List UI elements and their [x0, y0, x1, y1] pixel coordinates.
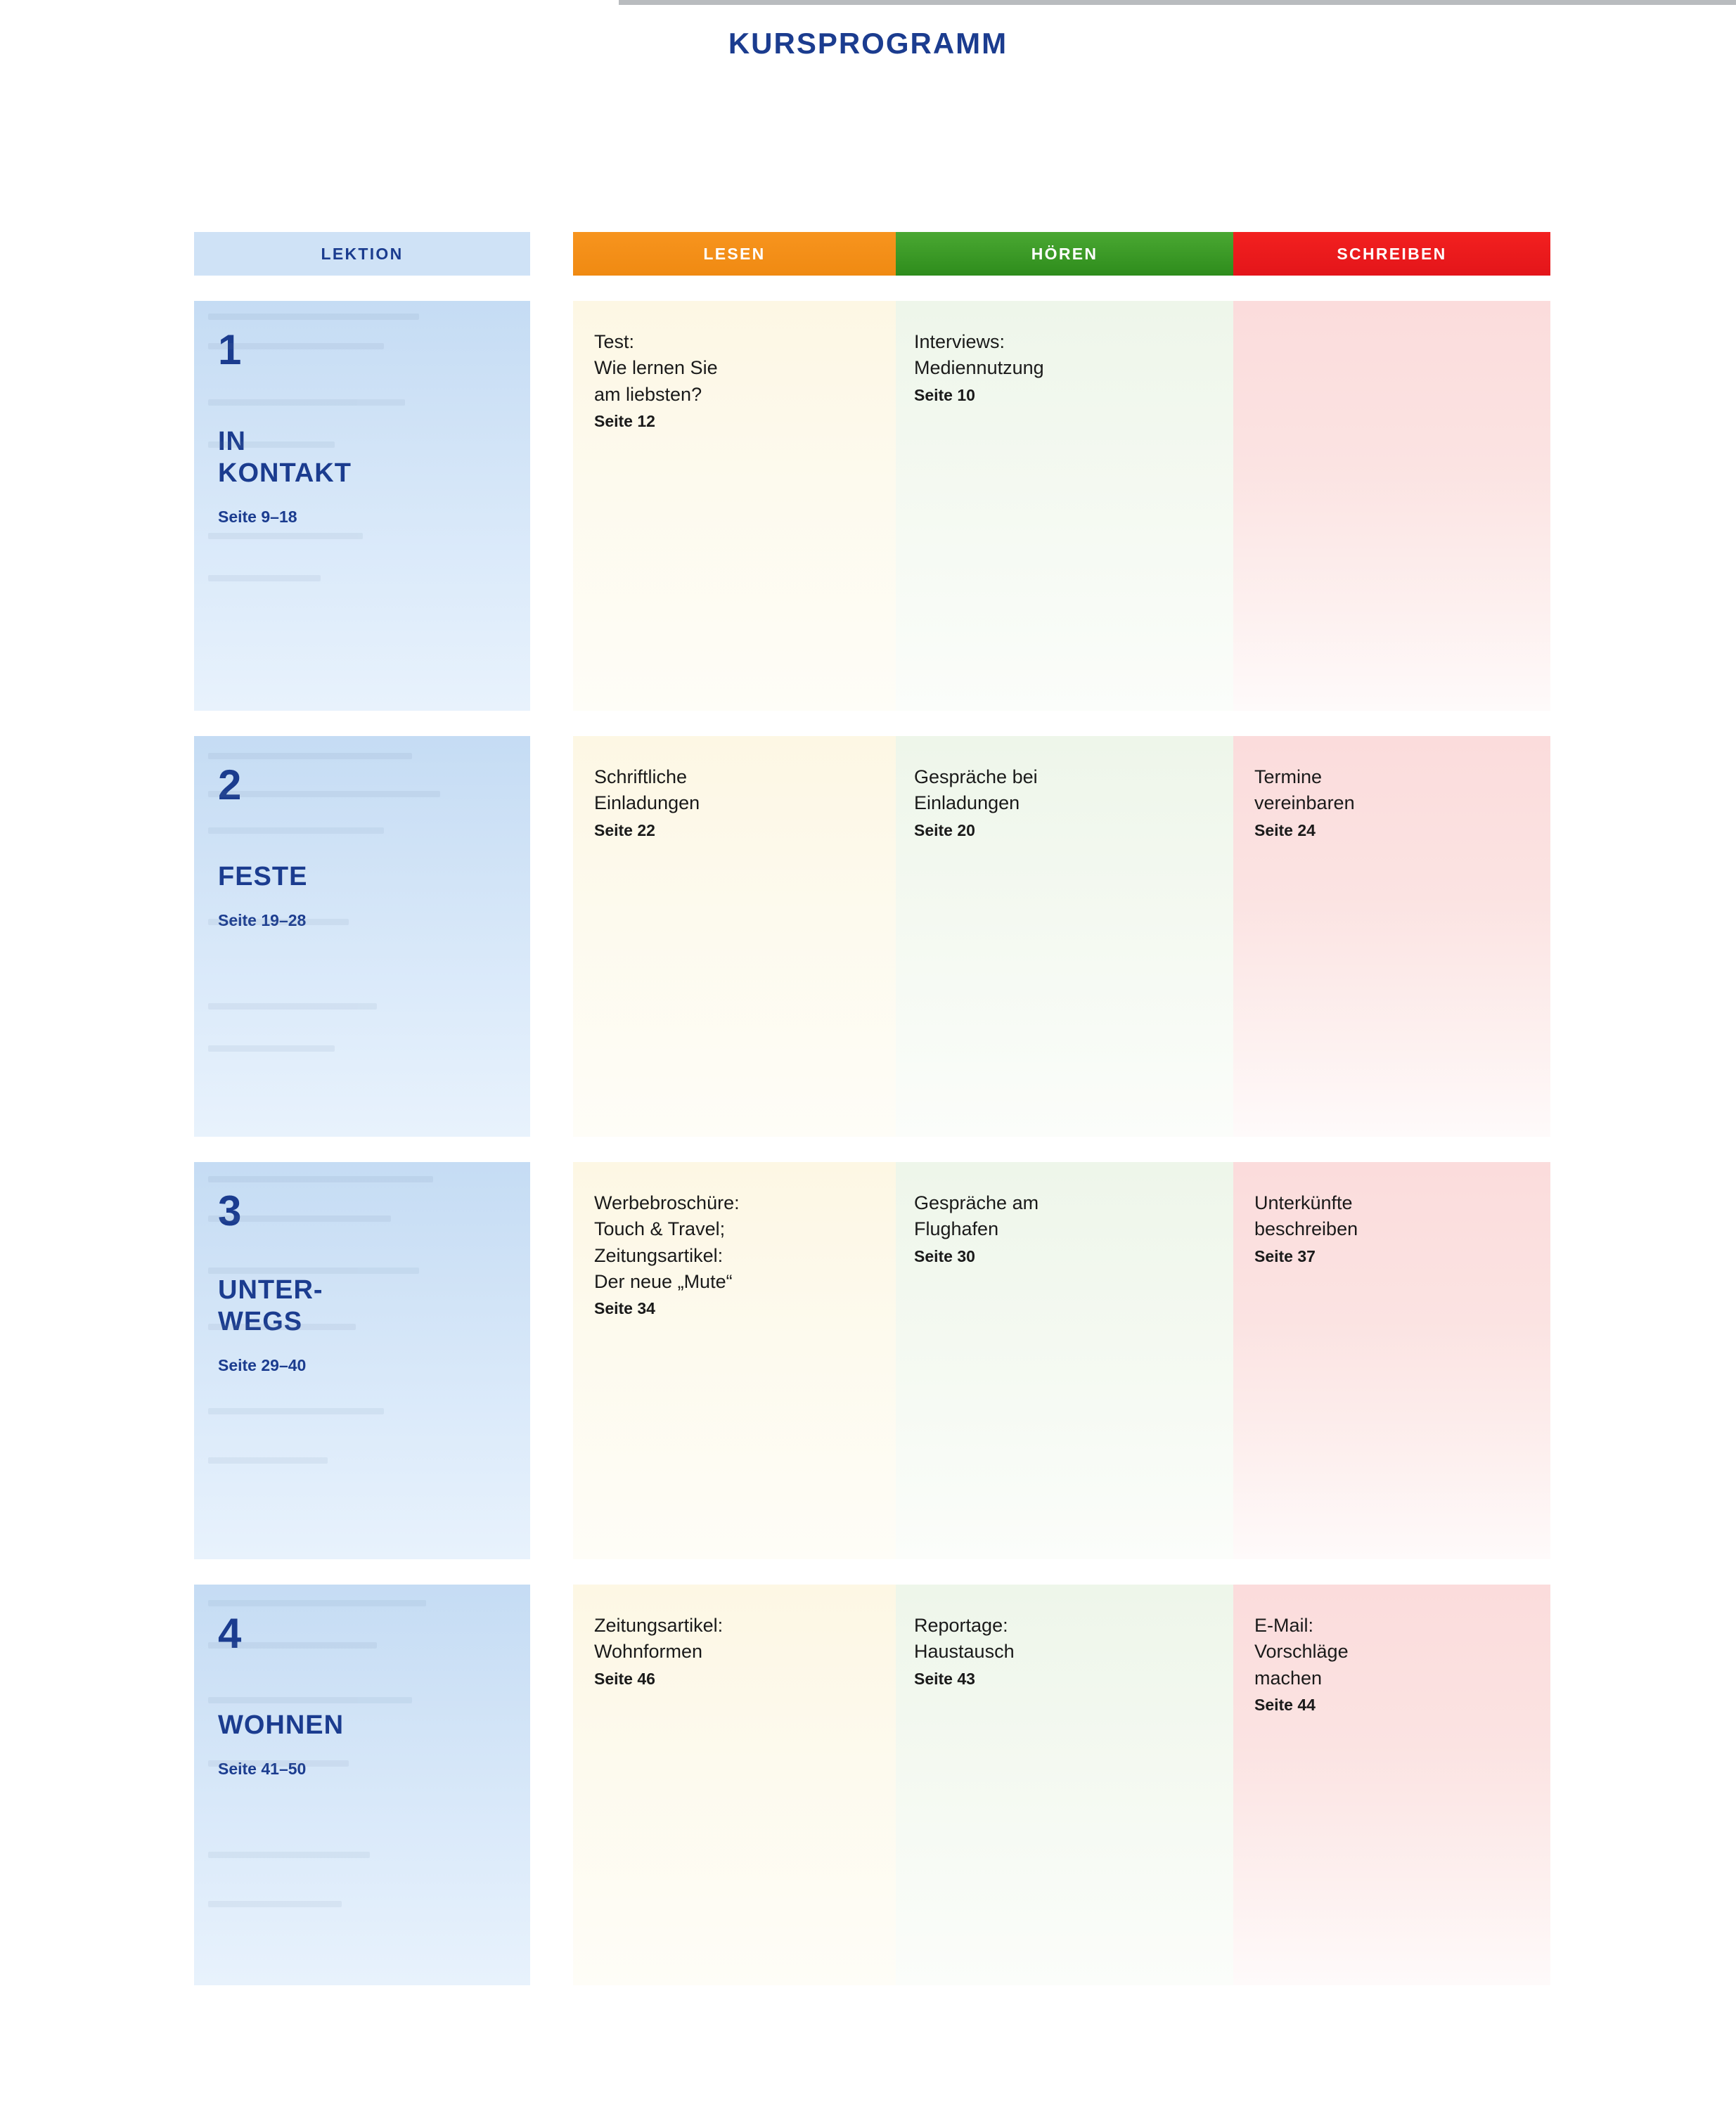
- schreiben-cell: [1233, 736, 1550, 1137]
- column-spacer: [530, 736, 573, 1137]
- lektion-title: [218, 426, 506, 489]
- hoeren-page-reference: Seite 30: [914, 1246, 975, 1265]
- page-edge-strip: [619, 0, 1736, 5]
- lektion-title-line: IN: [218, 427, 246, 456]
- lektion-cell: [194, 301, 530, 711]
- lektion-pages: Seite 9–18: [218, 507, 297, 526]
- lesen-page-reference: Seite 34: [594, 1299, 655, 1317]
- lesen-line: Zeitungsartikel:: [594, 1615, 724, 1636]
- schreiben-cell: [1233, 1585, 1550, 1985]
- lektion-title: [218, 1710, 506, 1741]
- lesen-cell: [573, 1585, 896, 1985]
- column-header-lesen: LESEN: [573, 232, 896, 276]
- lektion-title-line: KONTAKT: [218, 458, 352, 488]
- schreiben-line: Termine: [1254, 766, 1323, 787]
- lesen-line: Zeitungsartikel:: [594, 1244, 724, 1266]
- lektion-cell: [194, 736, 530, 1137]
- lesen-line: Einladungen: [594, 792, 700, 814]
- hoeren-line: Einladungen: [914, 792, 1020, 814]
- lektion-title-line: FESTE: [218, 862, 308, 891]
- schreiben-line: Vorschläge: [1254, 1641, 1349, 1663]
- lektion-pages: Seite 29–40: [218, 1355, 307, 1374]
- schreiben-page-reference: Seite 44: [1254, 1695, 1316, 1714]
- hoeren-page-reference: Seite 20: [914, 820, 975, 839]
- table-row: [194, 301, 1593, 711]
- page-title: KURSPROGRAMM: [728, 27, 1008, 60]
- lesen-line: Der neue „Mute“: [594, 1270, 733, 1292]
- schreiben-line: vereinbaren: [1254, 792, 1355, 814]
- hoeren-line: Mediennutzung: [914, 357, 1044, 379]
- lesen-line: Touch & Travel;: [594, 1218, 726, 1240]
- lektion-title: [218, 861, 506, 893]
- hoeren-line: Gespräche bei: [914, 766, 1038, 787]
- hoeren-cell: [896, 1585, 1233, 1985]
- lesen-page-reference: Seite 46: [594, 1669, 655, 1688]
- lesen-line: am liebsten?: [594, 383, 702, 405]
- lektion-title-line: WEGS: [218, 1306, 303, 1336]
- lektion-number: 1: [218, 326, 242, 373]
- schreiben-line: machen: [1254, 1667, 1323, 1689]
- schreiben-line: E-Mail:: [1254, 1615, 1314, 1636]
- lesen-line: Wie lernen Sie: [594, 357, 718, 379]
- lesen-cell: [573, 1162, 896, 1559]
- table-row: [194, 1585, 1593, 1985]
- lektion-title-line: UNTER-: [218, 1275, 323, 1305]
- lektion-title-line: WOHNEN: [218, 1710, 345, 1740]
- kursprogramm-table: [194, 232, 1593, 1985]
- table-row: [194, 736, 1593, 1137]
- column-spacer: [530, 301, 573, 711]
- lektion-title: [218, 1275, 506, 1338]
- lektion-cell: [194, 1162, 530, 1559]
- lesen-line: Schriftliche: [594, 766, 688, 787]
- lektion-pages: Seite 19–28: [218, 910, 307, 929]
- column-spacer: [530, 1162, 573, 1559]
- hoeren-page-reference: Seite 10: [914, 385, 975, 404]
- lektion-number: 3: [218, 1187, 242, 1234]
- lesen-cell: [573, 736, 896, 1137]
- lesen-page-reference: Seite 12: [594, 411, 655, 430]
- schreiben-page-reference: Seite 24: [1254, 820, 1316, 839]
- hoeren-cell: [896, 301, 1233, 711]
- lektion-number: 2: [218, 761, 242, 808]
- lesen-cell: [573, 301, 896, 711]
- hoeren-cell: [896, 736, 1233, 1137]
- lektion-pages: Seite 41–50: [218, 1759, 307, 1778]
- column-spacer: [530, 232, 573, 276]
- schreiben-line: beschreiben: [1254, 1218, 1358, 1240]
- column-spacer: [530, 1585, 573, 1985]
- schreiben-line: Unterkünfte: [1254, 1192, 1353, 1213]
- lesen-line: Werbebroschüre:: [594, 1192, 740, 1213]
- hoeren-line: Haustausch: [914, 1641, 1015, 1663]
- lektion-number: 4: [218, 1610, 242, 1657]
- table-header-row: [194, 232, 1593, 276]
- hoeren-line: Reportage:: [914, 1615, 1008, 1636]
- lesen-line: Test:: [594, 331, 635, 352]
- hoeren-line: Flughafen: [914, 1218, 999, 1240]
- schreiben-cell: [1233, 1162, 1550, 1559]
- hoeren-line: Interviews:: [914, 331, 1005, 352]
- column-header-schreiben: SCHREIBEN: [1233, 232, 1550, 276]
- hoeren-page-reference: Seite 43: [914, 1669, 975, 1688]
- schreiben-cell: [1233, 301, 1550, 711]
- hoeren-cell: [896, 1162, 1233, 1559]
- lesen-page-reference: Seite 22: [594, 820, 655, 839]
- lesen-line: Wohnformen: [594, 1641, 703, 1663]
- lektion-cell: [194, 1585, 530, 1985]
- hoeren-line: Gespräche am: [914, 1192, 1039, 1213]
- table-row: [194, 1162, 1593, 1559]
- schreiben-page-reference: Seite 37: [1254, 1246, 1316, 1265]
- column-header-hoeren: HÖREN: [896, 232, 1233, 276]
- column-header-lektion: LEKTION: [194, 232, 530, 276]
